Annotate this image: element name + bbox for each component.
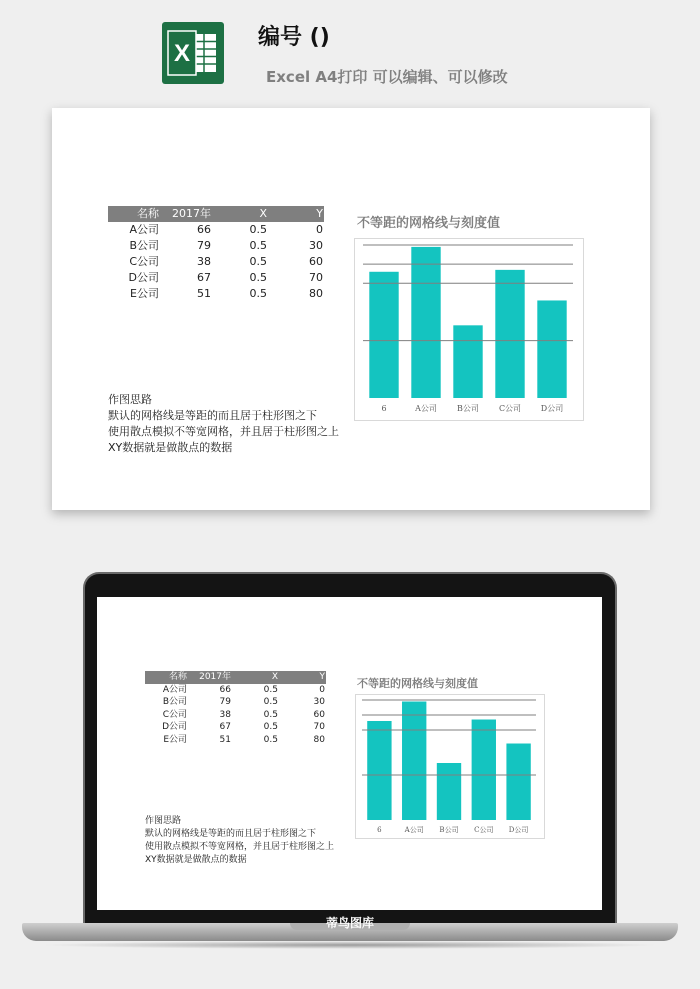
table-cell: D公司 [128, 271, 159, 284]
chart-bar [453, 325, 482, 398]
table-cell: 66 [197, 223, 211, 236]
chart-title: 不等距的网格线与刻度值 [357, 677, 478, 690]
table-cell: 0.5 [249, 287, 267, 300]
table-cell: B公司 [162, 697, 187, 707]
table-cell: 70 [313, 722, 325, 732]
table-cell: 51 [197, 287, 211, 300]
table-header-cell: 名称 [145, 671, 188, 684]
table-row [108, 238, 324, 254]
table-cell: 38 [197, 255, 211, 268]
table-cell: 60 [309, 255, 323, 268]
table-cell: B公司 [129, 239, 159, 252]
table-cell: 0.5 [263, 722, 278, 732]
table-row [145, 684, 326, 697]
notes-line: 默认的网格线是等距的而且居于柱形图之下 [108, 409, 317, 422]
chart-bar [411, 247, 440, 398]
table-cell: 66 [219, 684, 231, 695]
table-cell: 60 [313, 709, 325, 720]
table-cell: 0.5 [249, 255, 267, 268]
data-table [145, 671, 326, 746]
table-header-cell: 名称 [108, 206, 160, 222]
table-row [145, 709, 326, 722]
table-cell: 0.5 [249, 223, 267, 236]
notes-line: XY数据就是做散点的数据 [145, 855, 247, 865]
table-row [108, 270, 324, 286]
chart-category-label: C公司 [498, 404, 522, 413]
table-header-cell: X [232, 671, 279, 684]
table-cell: C公司 [129, 255, 159, 268]
page-title: 编号 () [258, 25, 330, 50]
table-header-cell: Y [268, 206, 324, 222]
table-cell: 67 [197, 271, 211, 284]
table-header-row [145, 671, 326, 684]
chart-bar [506, 744, 530, 821]
table-cell: 79 [219, 697, 231, 707]
notes-line: XY数据就是做散点的数据 [108, 441, 233, 454]
table-cell: D公司 [162, 722, 187, 732]
table-row [145, 734, 326, 747]
table-cell: 79 [197, 239, 211, 252]
chart-svg [356, 695, 546, 840]
sheet-preview [52, 108, 650, 510]
table-cell: 80 [313, 734, 325, 745]
chart-bar [495, 270, 524, 398]
table-header-row [108, 206, 324, 222]
chart-title: 不等距的网格线与刻度值 [357, 216, 501, 231]
notes-line: 默认的网格线是等距的而且居于柱形图之下 [145, 829, 317, 839]
table-cell: E公司 [130, 287, 159, 300]
table-cell: 0.5 [263, 709, 278, 720]
table-header-cell: X [212, 206, 268, 222]
chart-bar [437, 763, 461, 820]
bar-chart [355, 694, 545, 839]
data-table [108, 206, 324, 302]
chart-category-label: 6 [377, 826, 382, 834]
notes [145, 815, 334, 867]
table-header-cell: 2017年 [188, 671, 232, 684]
excel-icon [162, 22, 224, 84]
table-cell: E公司 [163, 734, 187, 745]
table-cell: 0.5 [263, 697, 278, 707]
table-row [108, 254, 324, 270]
notes-heading: 作图思路 [145, 816, 182, 826]
brand-label: 蒂鸟图库 [325, 916, 374, 930]
chart-category-label: A公司 [415, 404, 437, 413]
table-cell: 0.5 [263, 684, 278, 695]
table-cell: A公司 [162, 684, 187, 695]
table-cell: 80 [309, 287, 323, 300]
table-cell: 30 [309, 239, 323, 252]
chart-category-label: D公司 [508, 826, 529, 834]
table-cell: 0.5 [249, 239, 267, 252]
table-cell: 0 [319, 684, 325, 695]
chart-category-label: C公司 [474, 826, 494, 834]
notes-line: 使用散点模拟不等宽网格，并且居于柱形图之上 [145, 842, 335, 852]
bar-chart [354, 238, 584, 421]
chart-bar [367, 721, 391, 820]
table-cell: 0.5 [249, 271, 267, 284]
chart-svg [355, 239, 585, 422]
table-cell: 67 [219, 722, 231, 732]
chart-category-label: B公司 [457, 404, 479, 413]
chart-category-label: A公司 [404, 826, 424, 834]
table-row [145, 721, 326, 734]
notes-line: 使用散点模拟不等宽网格，并且居于柱形图之上 [108, 425, 339, 438]
table-header-cell: 2017年 [160, 206, 212, 222]
table-row [145, 696, 326, 709]
chart-category-label: 6 [381, 404, 387, 413]
table-cell: 0.5 [263, 734, 278, 745]
notes-heading: 作图思路 [108, 393, 152, 406]
table-header-cell: Y [279, 671, 326, 684]
table-cell: A公司 [129, 223, 159, 236]
table-cell: C公司 [162, 709, 187, 720]
chart-category-label: B公司 [439, 826, 459, 834]
table-cell: 0 [316, 223, 323, 236]
page-subtitle: Excel A4打印 可以编辑、可以修改 [266, 68, 508, 86]
laptop-screen [97, 597, 602, 910]
table-cell: 51 [219, 734, 231, 745]
laptop-shadow [40, 941, 660, 949]
excel-logo-letter: X [173, 40, 191, 67]
table-cell: 30 [313, 697, 325, 707]
chart-bar [472, 720, 496, 821]
chart-category-label: D公司 [540, 404, 564, 413]
chart-bar [537, 300, 566, 398]
notes [108, 392, 339, 456]
chart-bar [402, 702, 426, 821]
chart-bar [369, 272, 398, 398]
table-cell: 38 [219, 709, 231, 720]
table-row [108, 222, 324, 238]
table-cell: 70 [309, 271, 323, 284]
table-row [108, 286, 324, 302]
